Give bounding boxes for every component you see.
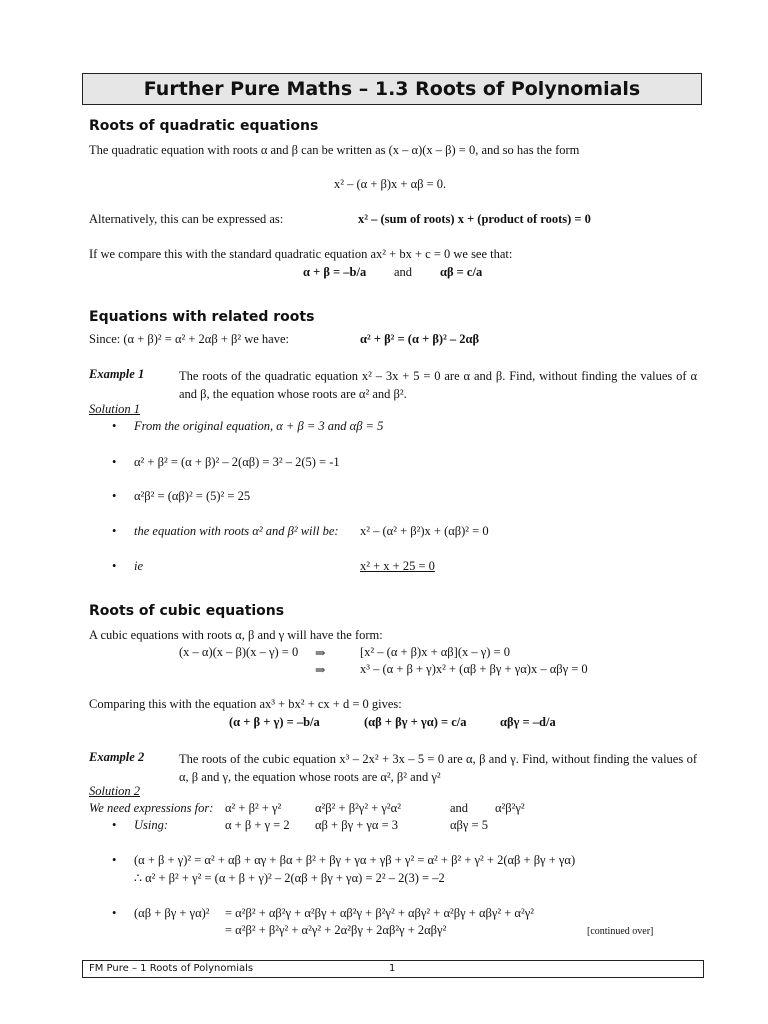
using-pair-sum: αβ + βγ + γα = 3: [315, 818, 399, 832]
solution-2-label: Solution 2: [89, 784, 141, 798]
result-and: and: [394, 265, 413, 279]
needed-expression-2: α²β² + β²γ² + γ²α²: [315, 801, 401, 815]
example-1-text: The roots of the quadratic equation x² – 3x + 5 = 0 are α and β. Find, without finding the values of α and β, the equation whose roots are α² and β².: [179, 369, 697, 401]
cubic-product-result: αβγ = –d/a: [500, 715, 556, 729]
solution-1-step-4-label: • the equation with roots α² and β² will be:: [134, 524, 339, 539]
needed-and: and: [450, 801, 469, 815]
sum-of-squares-result: ∴ α² + β² + γ² = (α + β + γ)² – 2(αβ + βγ + γα) = 2² – 2(3) = –2: [134, 871, 445, 885]
page-footer: [82, 960, 704, 978]
alternative-equation: x² – (sum of roots) x + (product of roots) = 0: [358, 212, 591, 226]
needed-expression-1: α² + β² + γ²: [225, 801, 282, 815]
square-of-pair-sum-simplified: = α²β² + β²γ² + α²γ² + 2α²βγ + 2αβ²γ + 2αβγ²: [225, 923, 447, 937]
cubic-partial-expansion: [x² – (α + β)x + αβ](x – γ) = 0: [360, 645, 510, 659]
cubic-sum-result: (α + β + γ) = –b/a: [229, 715, 320, 729]
cubic-full-expansion: x³ – (α + β + γ)x² + (αβ + βγ + γα)x – αβγ = 0: [360, 662, 588, 676]
continued-note: [continued over]: [587, 926, 654, 937]
using-sum: α + β + γ = 2: [225, 818, 290, 832]
page-title: Further Pure Maths – 1.3 Roots of Polynomials: [82, 73, 702, 105]
since-statement: Since: (α + β)² = α² + 2αβ + β² we have:: [89, 332, 290, 346]
solution-1-step-5-label: • ie: [134, 559, 143, 574]
solution-1-step-2: • α² + β² = (α + β)² – 2(αβ) = 3² – 2(5) = -1: [134, 455, 340, 470]
alternative-label: Alternatively, this can be expressed as:: [89, 212, 284, 226]
square-of-pair-sum-label: • (αβ + βγ + γα)²: [134, 906, 210, 921]
solution-1-step-1: • From the original equation, α + β = 3 and αβ = 5: [134, 419, 383, 434]
section-heading-related-roots: Equations with related roots: [89, 309, 315, 325]
example-2-label: Example 2: [89, 750, 145, 764]
square-of-sum-expansion: • (α + β + γ)² = α² + αβ + αγ + βα + β² + βγ + γα + γβ + γ² = α² + β² + γ² + 2(αβ + βγ + γα): [134, 853, 575, 868]
example-2-text: The roots of the cubic equation x³ – 2x² + 3x – 5 = 0 are α, β and γ. Find, without finding the values of α, β and γ, the equation whose roots are α², β² and γ²: [179, 752, 697, 784]
needed-expression-3: α²β²γ²: [495, 801, 525, 815]
square-of-pair-sum-expansion: = α²β² + αβ²γ + α²βγ + αβ²γ + β²γ² + αβγ² + α²βγ + αβγ² + α²γ²: [225, 906, 535, 920]
cubic-intro: A cubic equations with roots α, β and γ will have the form:: [89, 628, 383, 642]
cubic-compare-statement: Comparing this with the equation ax³ + bx² + cx + d = 0 gives:: [89, 697, 402, 711]
solution-1-step-4-equation: x² – (α² + β²)x + (αβ)² = 0: [360, 524, 489, 538]
sum-of-roots-result: α + β = –b/a: [303, 265, 367, 279]
cubic-factor-form: (x – α)(x – β)(x – γ) = 0: [179, 645, 299, 659]
quadratic-form-equation: x² – (α + β)x + αβ = 0.: [334, 177, 447, 191]
implies-arrow-2: ⇒: [315, 663, 326, 677]
solution-1-step-3: • α²β² = (αβ)² = (5)² = 25: [134, 489, 250, 504]
implies-arrow-1: ⇒: [315, 646, 326, 660]
using-label: • Using:: [134, 818, 168, 833]
solution-1-final-equation: x² + x + 25 = 0: [360, 559, 435, 573]
using-product: αβγ = 5: [450, 818, 488, 832]
footer-document-title: FM Pure – 1 Roots of Polynomials: [89, 963, 254, 974]
section-heading-cubic: Roots of cubic equations: [89, 603, 285, 619]
needed-expressions-label: We need expressions for:: [89, 801, 214, 815]
compare-statement: If we compare this with the standard quadratic equation ax² + bx + c = 0 we see that:: [89, 247, 513, 261]
product-of-roots-result: αβ = c/a: [440, 265, 483, 279]
cubic-pair-sum-result: (αβ + βγ + γα) = c/a: [364, 715, 467, 729]
example-1-label: Example 1: [89, 367, 145, 381]
solution-1-label: Solution 1: [89, 402, 141, 416]
section-heading-quadratic: Roots of quadratic equations: [89, 118, 319, 134]
footer-page-number: 1: [389, 963, 396, 974]
since-result: α² + β² = (α + β)² – 2αβ: [360, 332, 480, 346]
quadratic-intro: The quadratic equation with roots α and β can be written as (x – α)(x – β) = 0, and so has the form: [89, 143, 580, 157]
